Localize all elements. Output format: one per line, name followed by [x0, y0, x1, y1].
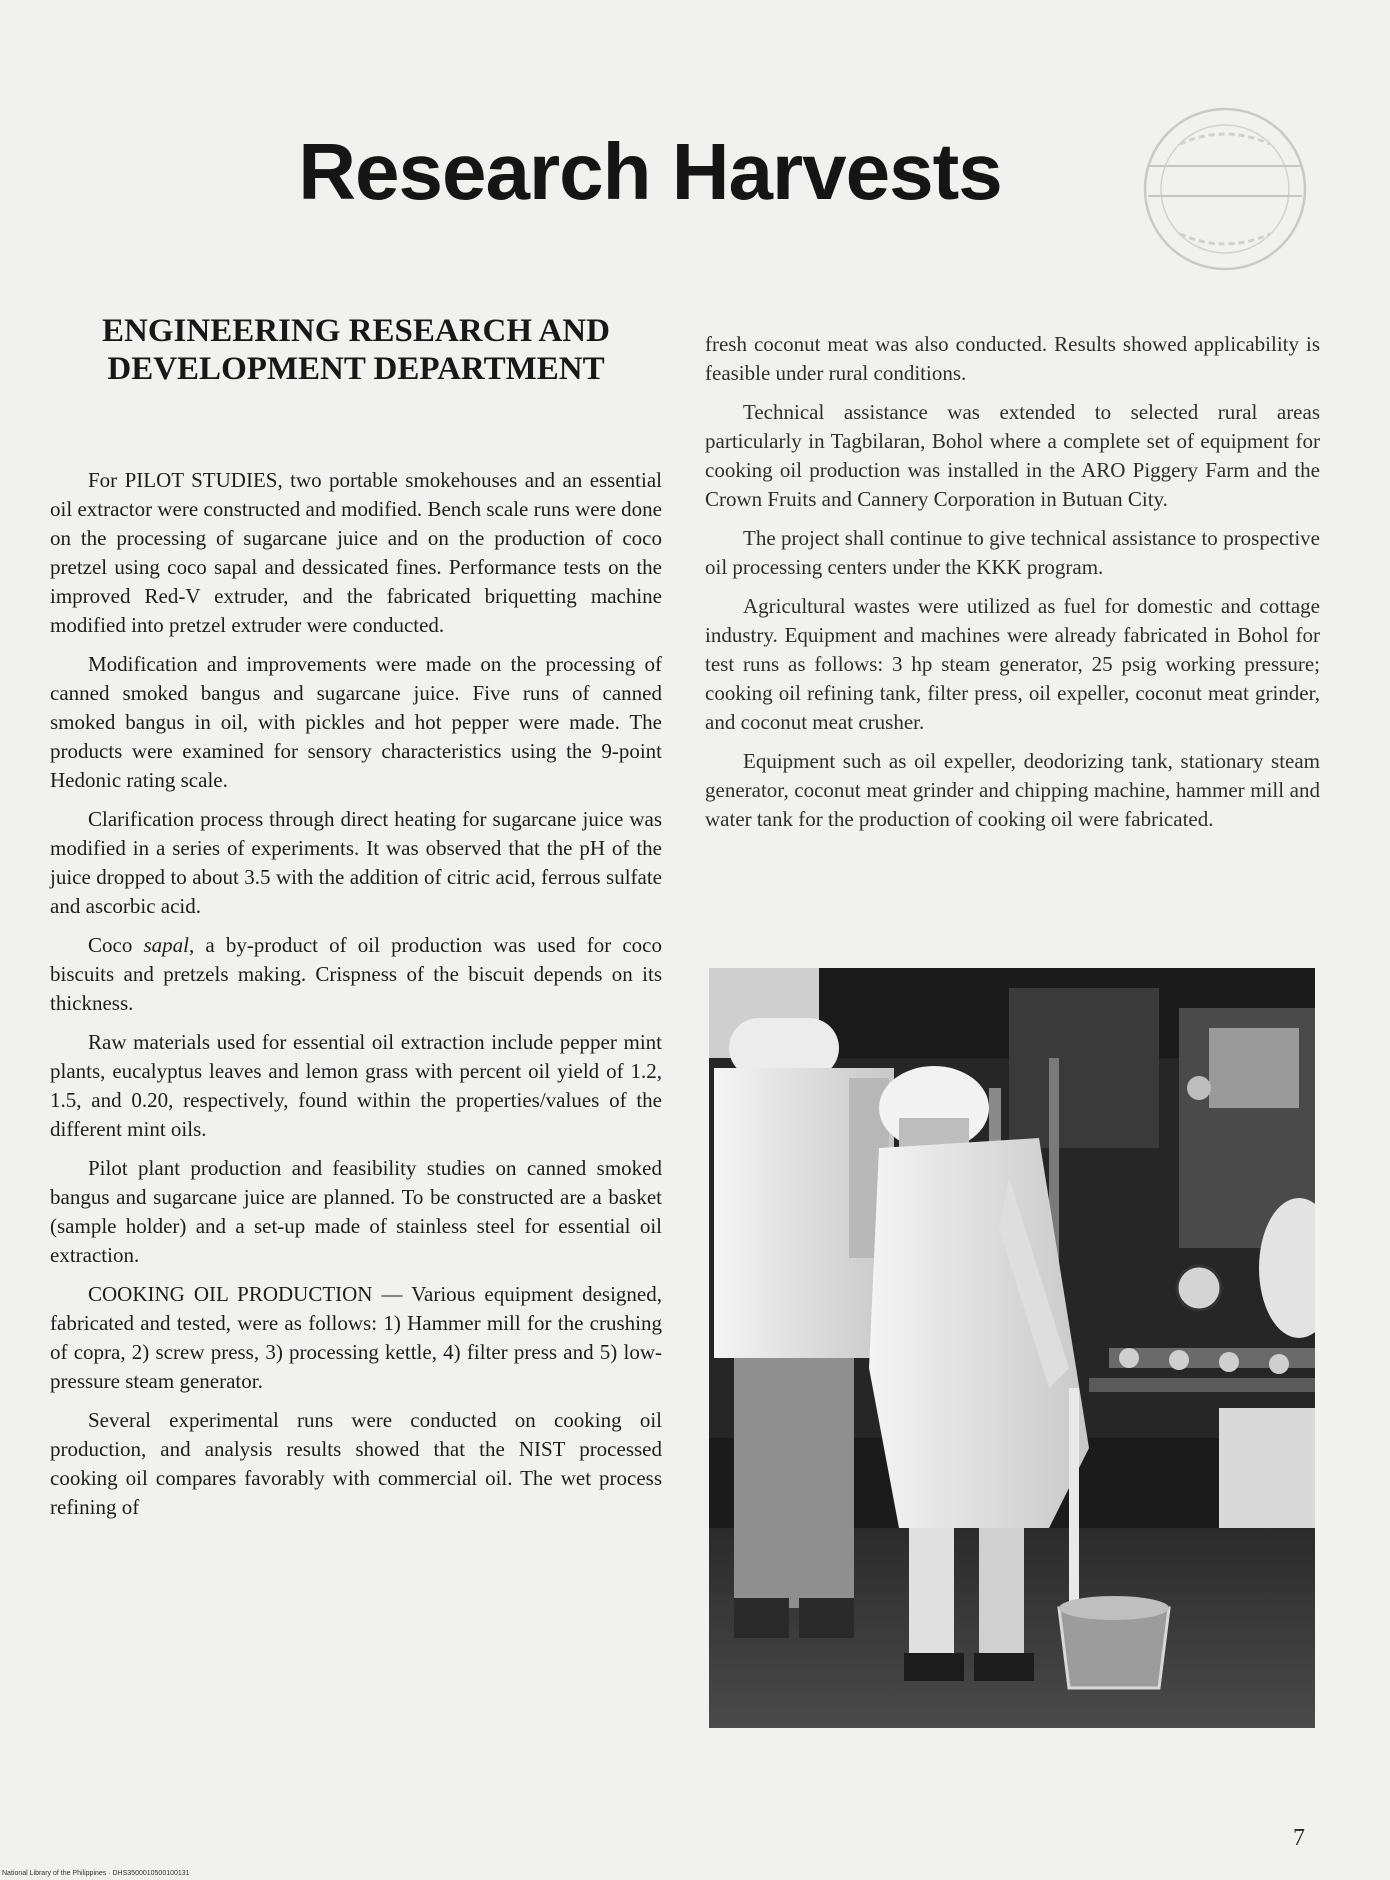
paragraph-pilot-plant: Pilot plant production and feasibility studies on canned smoked bangus and sugarcane juice are planned. To be constructed are a basket (sample holder) and a set-up made of stainless steel for essential oil extraction.: [50, 1156, 662, 1267]
paragraph-project-continue: The project shall continue to give technical assistance to prospective oil processing centers under the KKK program.: [705, 526, 1320, 579]
paragraph-coco-sapal: [50, 931, 662, 1018]
paragraph-experimental-runs: Several experimental runs were conducted on cooking oil production, and analysis results showed that the NIST processed cooking oil compares favorably with commercial oil. The wet process refining of: [50, 1408, 662, 1519]
library-stamp-icon: [1140, 104, 1310, 274]
footer-credit: National Library of the Philippines · DHS3500010500100131: [2, 1870, 190, 1877]
department-heading: [50, 312, 662, 388]
page-title: Research Harvests: [298, 127, 1002, 216]
coco-sapal-text-a: Coco: [88, 933, 144, 957]
paragraph-clarification: Clarification process through direct heating for sugarcane juice was modified in a series of experiments. It was observed that the pH of the juice dropped to about 3.5 with the addition of citric acid, ferrous sulfate and ascorbic acid.: [50, 807, 662, 918]
paragraph-raw-materials: Raw materials used for essential oil extraction include pepper mint plants, eucalyptus leaves and lemon grass with percent oil yield of 1.2, 1.5, and 0.20, respectively, found within the properties/values of the different mint oils.: [50, 1030, 662, 1141]
paragraph-technical-assistance: Technical assistance was extended to selected rural areas particularly in Tagbilaran, Bohol where a complete set of equipment for cooking oil production was installed in the ARO Piggery Farm and the Crown Fruits and Cannery Corporation in Butuan City.: [705, 400, 1320, 511]
department-heading-line1: ENGINEERING RESEARCH AND: [102, 313, 610, 349]
workers-at-machine-photo: [709, 968, 1315, 1728]
paragraph-modification: Modification and improvements were made on the processing of canned smoked bangus and sugarcane juice. Five runs of canned smoked bangus in oil, with pickles and hot pepper were made. The products were examined for sensory characteristics using the 9-point Hedonic rating scale.: [50, 652, 662, 792]
paragraph-cooking-oil-production: COOKING OIL PRODUCTION — Various equipment designed, fabricated and tested, were as follows: 1) Hammer mill for the crushing of copra, 2) screw press, 3) processing kettle, 4) filter press and 5) low-pressure steam generator.: [50, 1282, 662, 1393]
department-heading-line2: DEVELOPMENT DEPARTMENT: [107, 351, 605, 387]
paragraph-pilot-studies: For PILOT STUDIES, two portable smokehouses and an essential oil extractor were constructed and modified. Bench scale runs were done on the processing of sugarcane juice and on the production of coco pretzel using coco sapal and dessicated fines. Performance tests on the improved Red-V extruder, and the fabricated briquetting machine modified into pretzel extruder were conducted.: [50, 468, 662, 637]
paragraph-wet-process-cont: fresh coconut meat was also conducted. Results showed applicability is feasible under rural conditions.: [705, 332, 1320, 385]
page-number: 7: [1293, 1825, 1305, 1851]
paragraph-equipment: Equipment such as oil expeller, deodorizing tank, stationary steam generator, coconut meat grinder and chipping machine, hammer mill and water tank for the production of cooking oil were fabricated.: [705, 749, 1320, 831]
coco-sapal-italic: sapal,: [143, 933, 195, 957]
right-column: [705, 330, 1320, 844]
coco-sapal-text-b: a by-product of oil production was used for coco biscuits and pretzels making. Crispness of the biscuit depends on its thickness.: [50, 933, 663, 1015]
paragraph-agricultural-wastes: Agricultural wastes were utilized as fuel for domestic and cottage industry. Equipment and machines were already fabricated in Bohol for test runs as follows: 3 hp steam generator, 25 psig working pressure; cooking oil refining tank, filter press, oil expeller, coconut meat grinder, and coconut meat crusher.: [705, 594, 1320, 734]
left-column: [50, 312, 662, 1532]
